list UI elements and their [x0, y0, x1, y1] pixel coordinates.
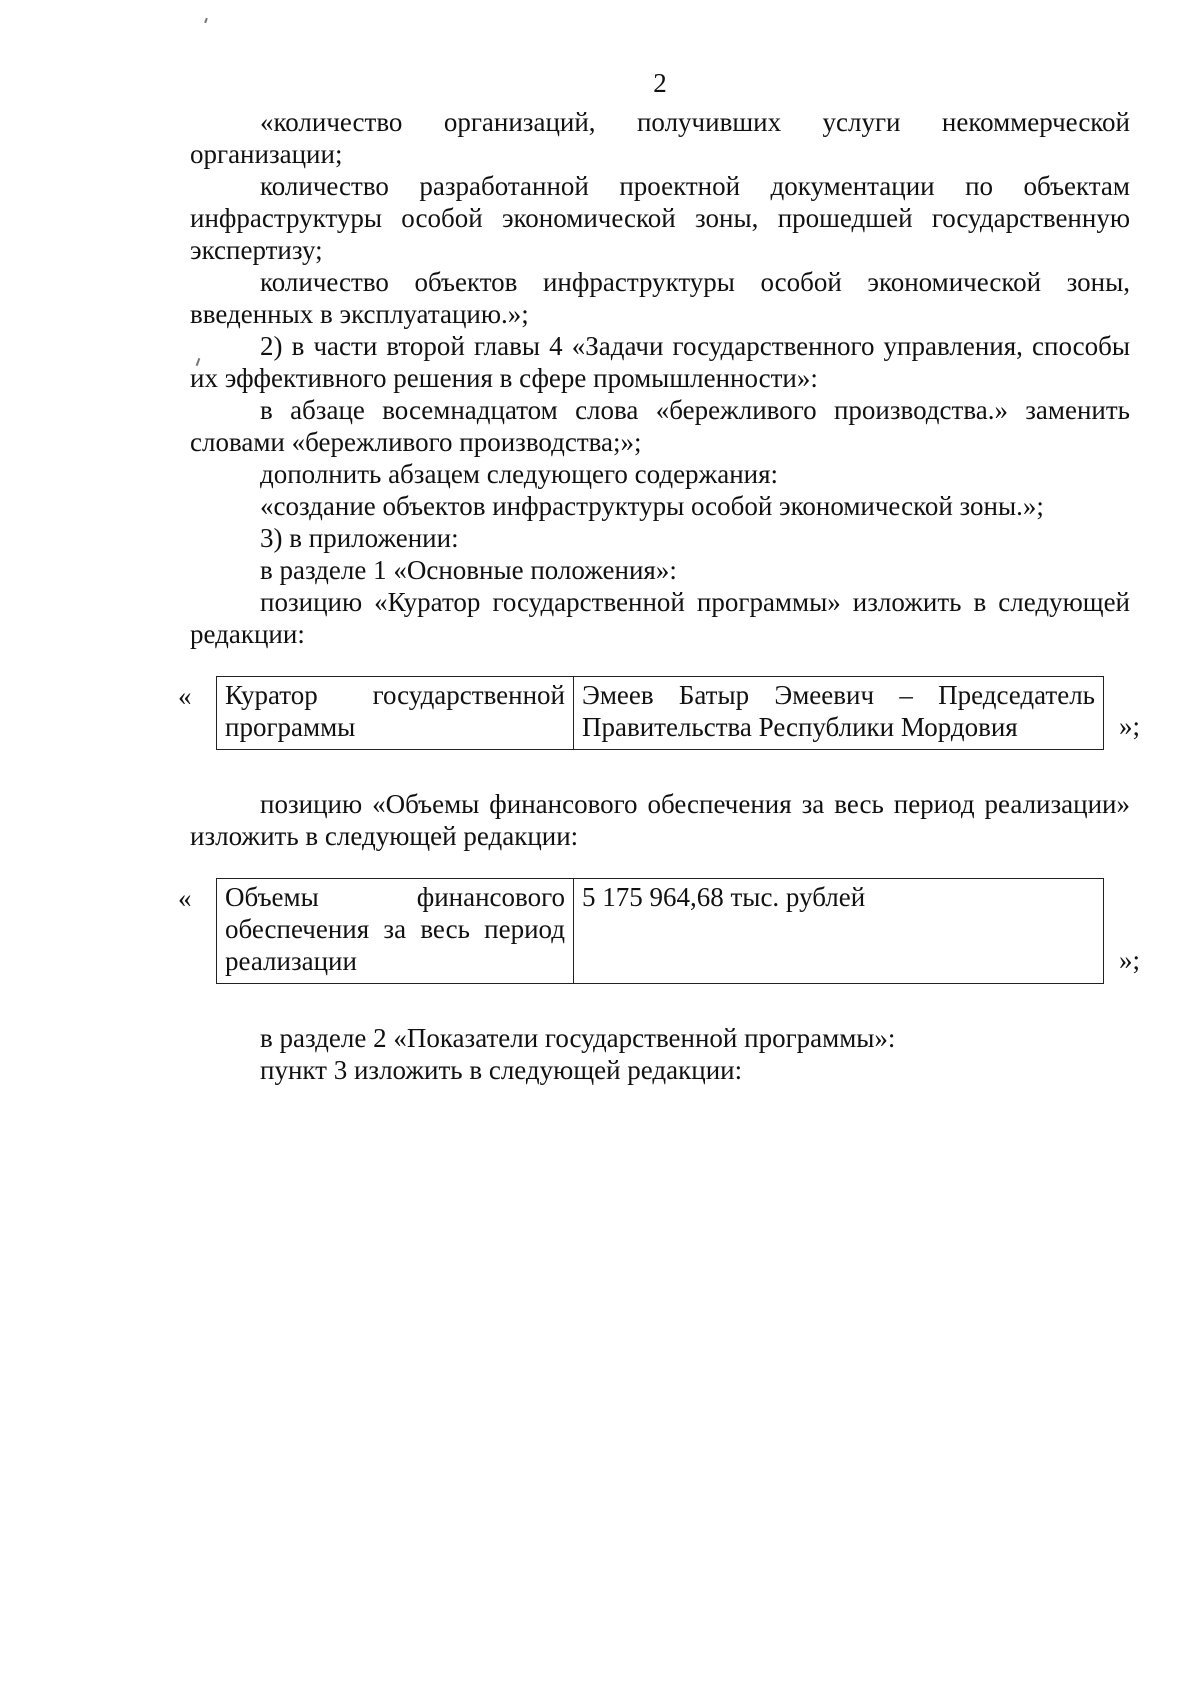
- table-close-quote: »;: [1118, 711, 1140, 741]
- paragraph-8: 3) в приложении:: [260, 523, 459, 553]
- curator-value-cell: [574, 677, 1104, 750]
- table-open-quote: «: [178, 681, 192, 711]
- table-row: [217, 879, 1104, 984]
- page-number: 2: [653, 68, 667, 98]
- document-body: [178, 60, 1140, 1086]
- paragraph-9: в разделе 1 «Основные положения»:: [260, 555, 677, 585]
- scan-speck: [204, 18, 208, 23]
- funding-table: [216, 878, 1104, 984]
- curator-label-cell: [217, 677, 574, 750]
- paragraph-6: дополнить абзацем следующего содержания:: [260, 459, 779, 489]
- table-close-quote: »;: [1118, 945, 1140, 975]
- curator-table: [216, 676, 1104, 750]
- paragraph-bottom-2: пункт 3 изложить в следующей редакции:: [260, 1055, 743, 1085]
- paragraph-bottom-1: в разделе 2 «Показатели государственной программы»:: [260, 1023, 896, 1053]
- funding-label-cell: [217, 879, 574, 984]
- paragraph-5: в абзаце восемнадцатом слова «бережливого производства.» заменить словами «бережливого производства;»;: [190, 395, 1130, 457]
- paragraph-7: «создание объектов инфраструктуры особой экономической зоны.»;: [260, 491, 1044, 521]
- curator-label: Куратор государственной программы: [225, 680, 565, 742]
- paragraph-2: количество разработанной проектной документации по объектам инфраструктуры особой экономической зоны, прошедшей государственную экспертизу;: [190, 171, 1130, 265]
- paragraph-1: «количество организаций, получивших услуги некоммерческой организации;: [190, 107, 1130, 169]
- paragraph-middle: позицию «Объемы финансового обеспечения за весь период реализации» изложить в следующей редакции:: [190, 789, 1130, 851]
- table-open-quote: «: [178, 883, 192, 913]
- funding-value-cell: [574, 879, 1104, 984]
- funding-value: 5 175 964,68 тыс. рублей: [582, 882, 866, 912]
- curator-table-block: [178, 676, 1140, 750]
- paragraph-4: 2) в части второй главы 4 «Задачи государственного управления, способы их эффективного решения в сфере промышленности»:: [190, 331, 1130, 393]
- table-row: [217, 677, 1104, 750]
- funding-label: Объемы финансового обеспечения за весь период реализации: [225, 882, 565, 976]
- curator-value: Эмеев Батыр Эмеевич – Председатель Правительства Республики Мордовия: [582, 680, 1095, 742]
- paragraph-10: позицию «Куратор государственной программы» изложить в следующей редакции:: [190, 587, 1130, 649]
- funding-table-block: [178, 878, 1140, 984]
- paragraph-3: количество объектов инфраструктуры особой экономической зоны, введенных в эксплуатацию.»;: [190, 267, 1130, 329]
